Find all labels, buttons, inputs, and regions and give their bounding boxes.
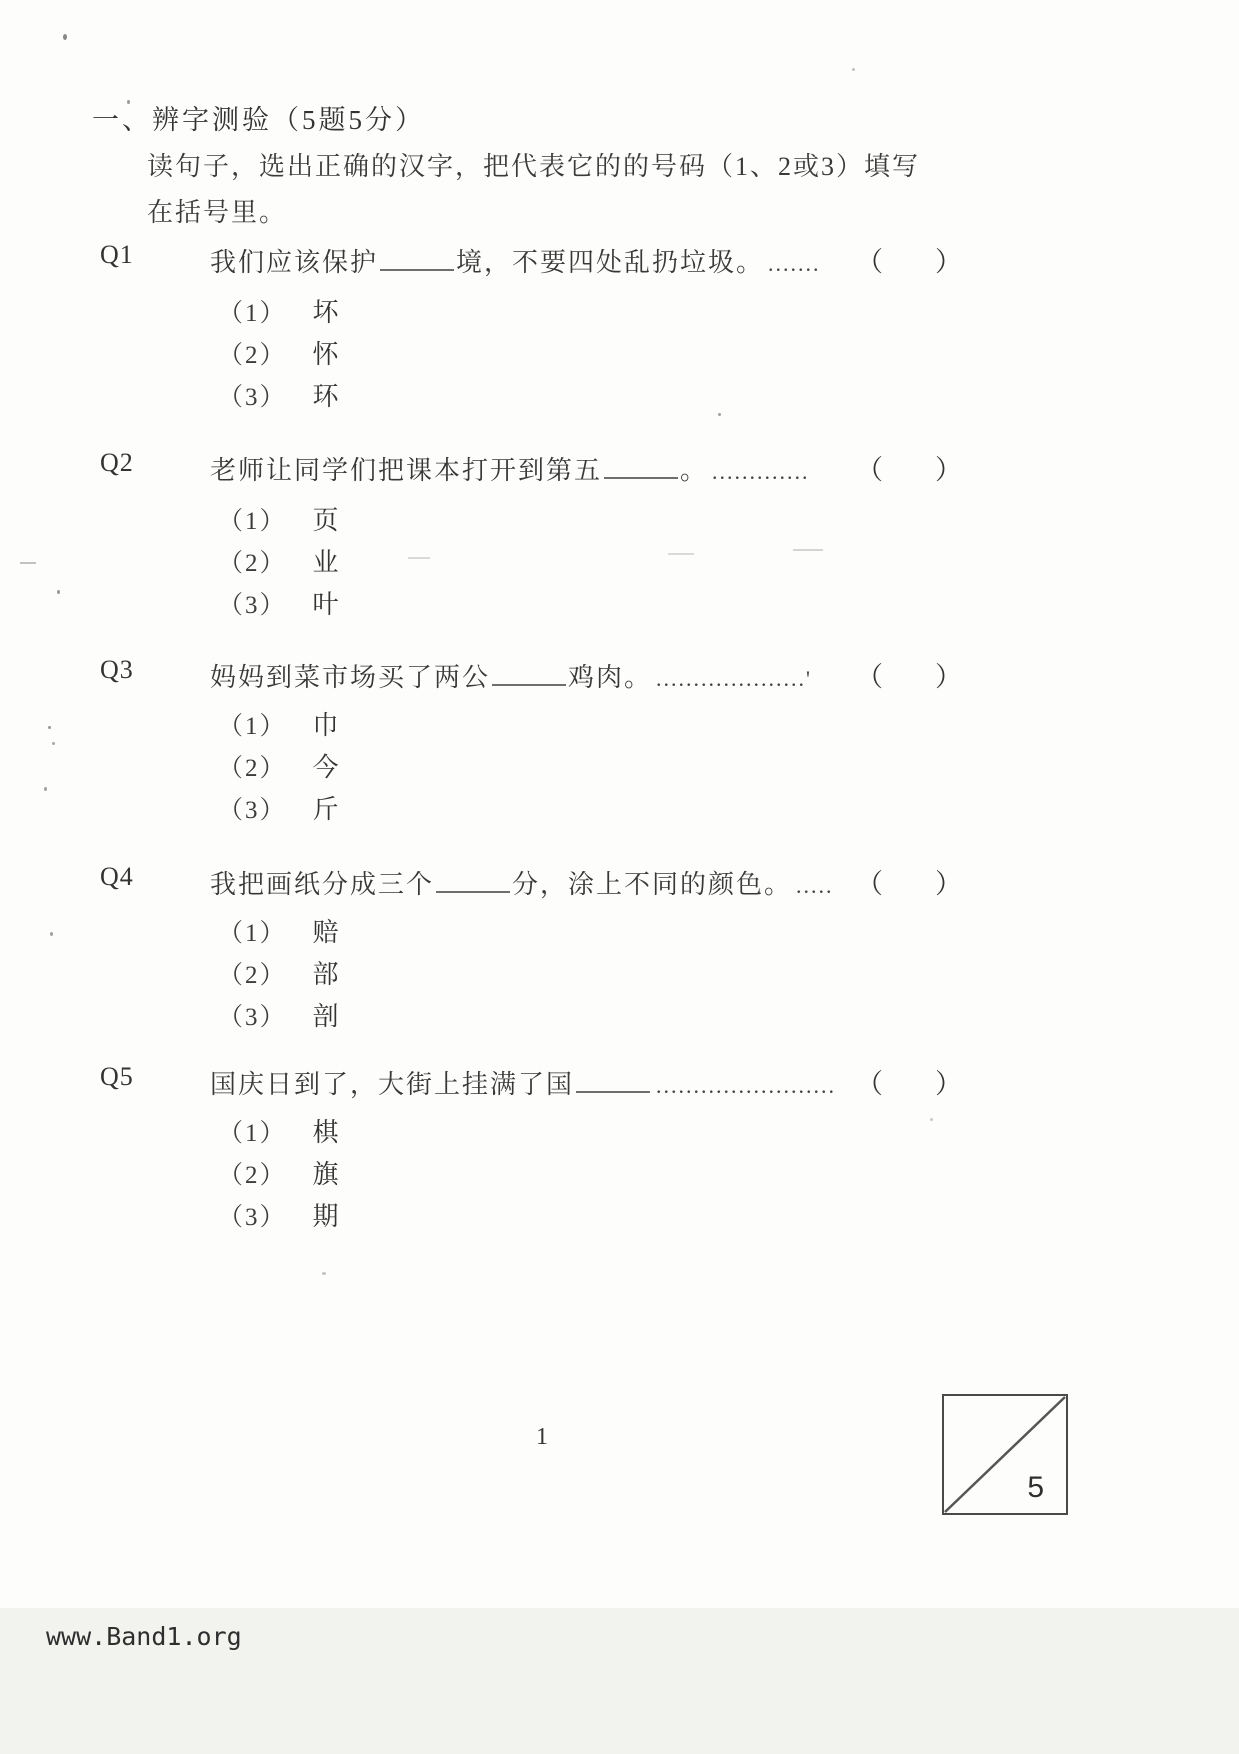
question-block-q2 [0, 448, 1239, 619]
close-bracket: ） [935, 662, 962, 692]
open-bracket: （ [856, 869, 883, 899]
option-number: （2） [218, 962, 287, 989]
option-2 [218, 954, 340, 996]
question-sentence [210, 1062, 962, 1101]
scan-speck [852, 68, 855, 71]
option-1 [218, 292, 340, 334]
option-2 [218, 1154, 340, 1196]
score-box-total: 5 [1027, 1471, 1044, 1504]
watermark-url: www.Band1.org [46, 1622, 242, 1651]
answer-brackets[interactable] [856, 1062, 962, 1101]
sentence-pre-blank: 我们应该保护 [210, 248, 379, 277]
option-3 [218, 584, 340, 626]
option-character: 赔 [312, 918, 340, 947]
dot-leader: ..... [796, 873, 834, 898]
scan-speck [57, 590, 60, 594]
instructions-line-1: 读句子，选出正确的汉字，把代表它的的号码（1、2或3）填写 [147, 152, 921, 181]
scan-speck [44, 787, 47, 791]
options-list [218, 500, 340, 626]
option-character: 斤 [312, 795, 340, 824]
close-bracket: ） [935, 455, 962, 485]
question-number: Q3 [100, 655, 134, 684]
dot-leader: ............. [712, 459, 810, 484]
question-block-q1 [0, 240, 1239, 411]
options-list [218, 292, 340, 418]
sentence-pre-blank: 我把画纸分成三个 [210, 870, 435, 899]
page-number: 1 [536, 1424, 548, 1450]
option-character: 坏 [312, 298, 340, 327]
answer-brackets[interactable] [856, 240, 962, 279]
sentence-post-blank: 境，不要四处乱扔垃圾。 [456, 248, 765, 277]
sentence-pre-blank: 妈妈到菜市场买了两公 [210, 663, 491, 692]
option-character: 剖 [312, 1002, 340, 1031]
option-number: （3） [218, 384, 287, 411]
option-character: 页 [312, 506, 340, 535]
scan-speck [322, 1272, 326, 1275]
section-heading: 一、辨字测验（5题5分） [92, 105, 425, 135]
question-sentence [210, 862, 962, 901]
option-number: （1） [218, 713, 287, 740]
option-number: （3） [218, 1204, 287, 1231]
option-character: 叶 [312, 590, 340, 619]
score-box [942, 1394, 1068, 1515]
scan-dash [668, 553, 694, 555]
scan-speck [718, 413, 721, 416]
option-character: 部 [312, 960, 340, 989]
sentence-post-blank: 。 [680, 456, 709, 485]
fill-in-blank[interactable] [492, 664, 566, 686]
question-block-q4 [0, 862, 1239, 1031]
question-sentence [210, 448, 962, 487]
option-number: （1） [218, 920, 287, 947]
options-list [218, 1112, 340, 1238]
option-1 [218, 1112, 340, 1154]
option-number: （3） [218, 592, 287, 619]
option-number: （3） [218, 797, 287, 824]
scan-speck [50, 932, 53, 936]
option-2 [218, 542, 340, 584]
option-number: （1） [218, 300, 287, 327]
option-number: （3） [218, 1004, 287, 1031]
option-3 [218, 1196, 340, 1238]
fill-in-blank[interactable] [380, 249, 454, 271]
close-bracket: ） [935, 1069, 962, 1099]
scan-speck [63, 34, 67, 40]
fill-in-blank[interactable] [576, 1071, 650, 1093]
option-number: （2） [218, 755, 287, 782]
question-number: Q1 [100, 240, 134, 269]
close-bracket: ） [935, 869, 962, 899]
open-bracket: （ [856, 455, 883, 485]
option-character: 业 [312, 548, 340, 577]
fill-in-blank[interactable] [604, 457, 678, 479]
option-character: 棋 [312, 1118, 340, 1147]
option-2 [218, 334, 340, 376]
option-character: 环 [312, 382, 340, 411]
option-2 [218, 747, 340, 789]
option-character: 怀 [312, 340, 340, 369]
option-3 [218, 789, 340, 831]
option-1 [218, 912, 340, 954]
option-character: 巾 [312, 711, 340, 740]
options-list [218, 912, 340, 1038]
option-character: 今 [312, 753, 340, 782]
option-number: （2） [218, 1162, 287, 1189]
scan-dash [793, 549, 823, 551]
option-1 [218, 500, 340, 542]
option-character: 旗 [312, 1160, 340, 1189]
option-3 [218, 376, 340, 418]
open-bracket: （ [856, 247, 883, 277]
score-box-diagonal-line [944, 1396, 1066, 1513]
scan-dash [20, 562, 36, 564]
question-number: Q5 [100, 1062, 134, 1091]
answer-brackets[interactable] [856, 448, 962, 487]
options-list [218, 705, 340, 831]
scan-speck [48, 726, 51, 729]
option-1 [218, 705, 340, 747]
scan-speck [127, 100, 130, 104]
fill-in-blank[interactable] [436, 871, 510, 893]
question-block-q5 [0, 1062, 1239, 1231]
option-number: （2） [218, 550, 287, 577]
question-block-q3 [0, 655, 1239, 824]
close-bracket: ） [935, 247, 962, 277]
scan-speck [52, 742, 55, 745]
dot-leader: ....................' [656, 666, 812, 691]
scan-dash [408, 557, 430, 559]
dot-leader: ........................ [656, 1073, 837, 1098]
scan-speck [930, 1118, 933, 1121]
option-number: （1） [218, 508, 287, 535]
sentence-pre-blank: 老师让同学们把课本打开到第五 [210, 456, 603, 485]
answer-brackets[interactable] [856, 655, 962, 694]
answer-brackets[interactable] [856, 862, 962, 901]
open-bracket: （ [856, 1069, 883, 1099]
dot-leader: ....... [768, 251, 821, 276]
question-number: Q2 [100, 448, 134, 477]
question-number: Q4 [100, 862, 134, 891]
sentence-post-blank: 鸡肉。 [568, 663, 653, 692]
option-number: （2） [218, 342, 287, 369]
option-number: （1） [218, 1120, 287, 1147]
option-3 [218, 996, 340, 1038]
sentence-pre-blank: 国庆日到了，大街上挂满了国 [210, 1070, 575, 1099]
open-bracket: （ [856, 662, 883, 692]
option-character: 期 [312, 1202, 340, 1231]
sentence-post-blank: 分，涂上不同的颜色。 [512, 870, 793, 899]
instructions-line-2: 在括号里。 [147, 198, 288, 227]
question-sentence [210, 240, 962, 279]
question-sentence [210, 655, 962, 694]
